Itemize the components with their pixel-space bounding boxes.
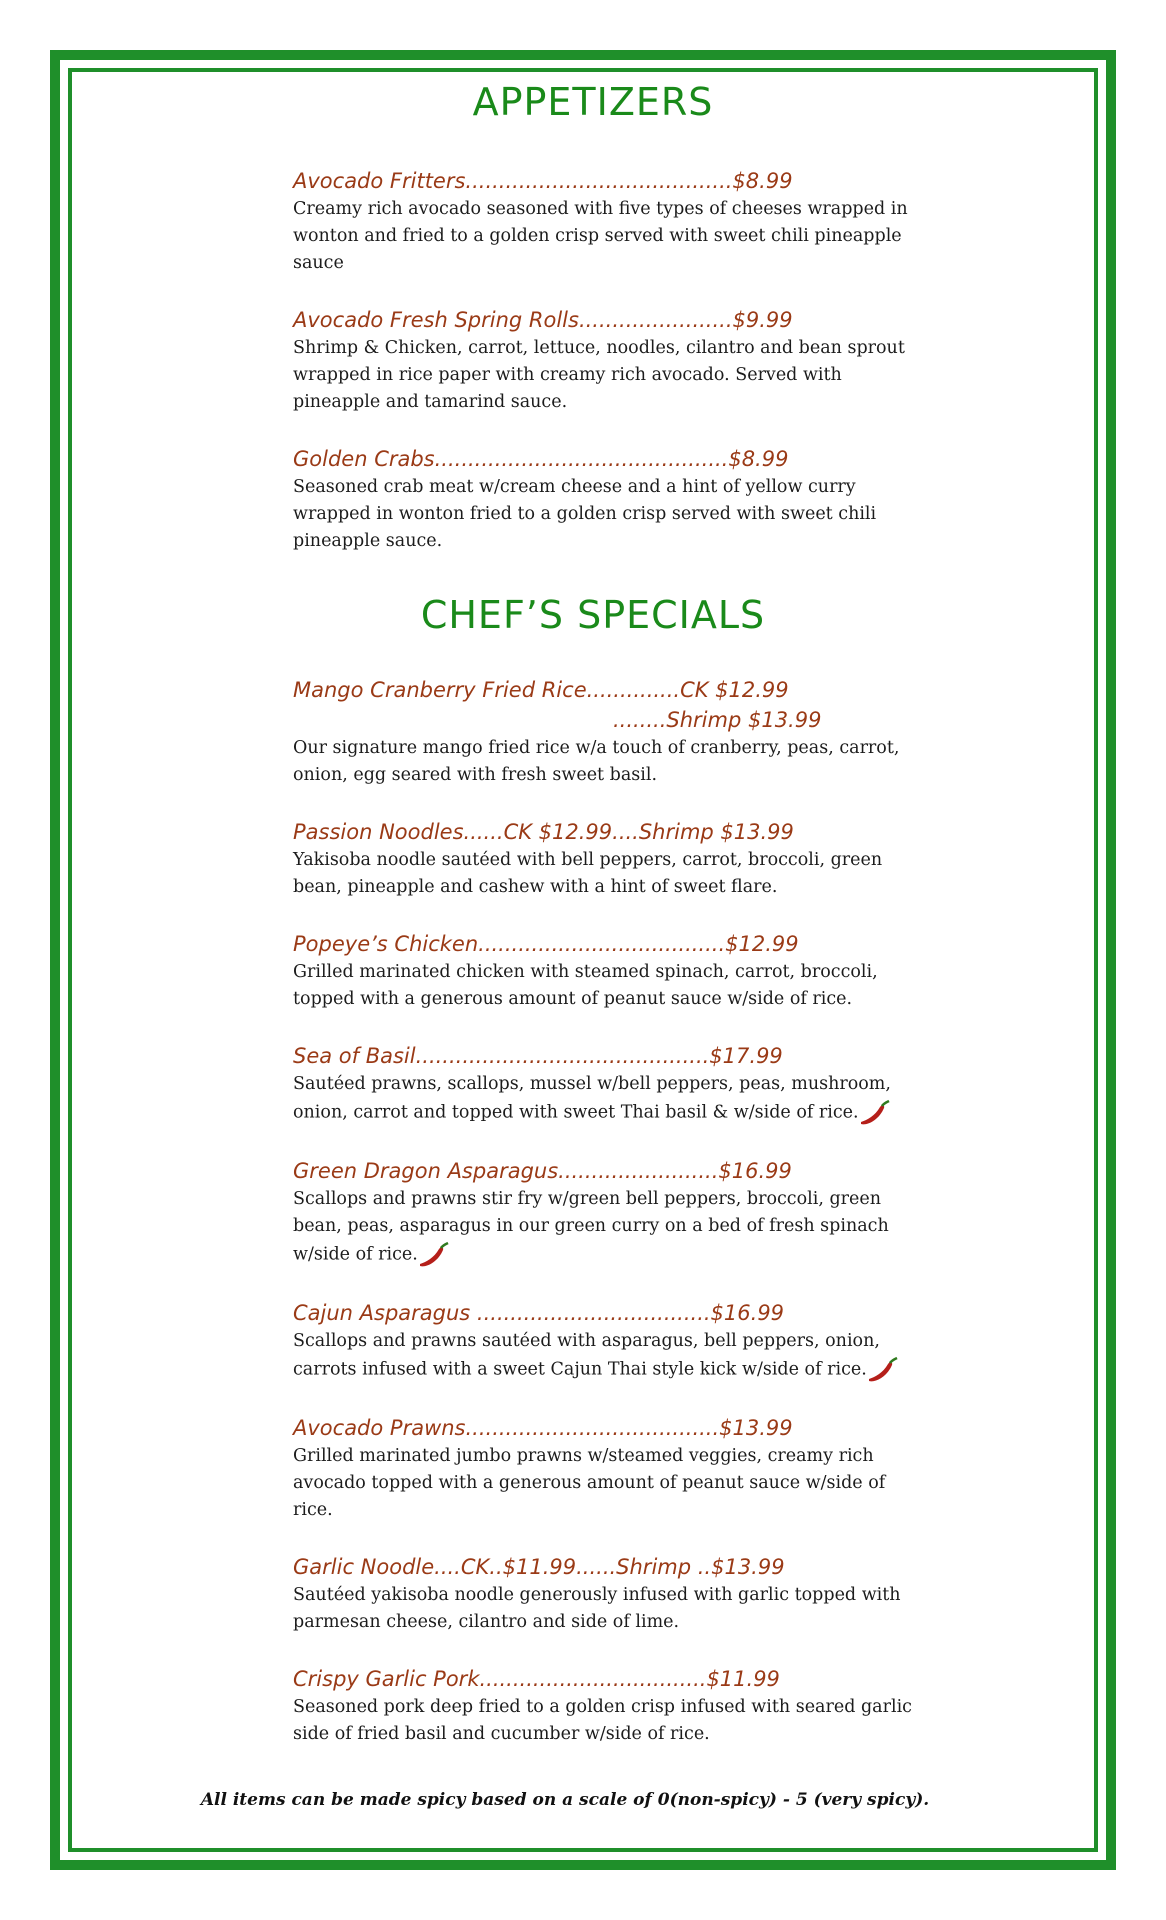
menu-item-description-text: Scallops and prawns stir fry w/green bell peppers, broccoli, green bean, peas, asparagus in our green curry on a bed of fresh spinach w/side of rice. xyxy=(293,1189,889,1265)
menu-item-mango-cranberry-fried-rice xyxy=(293,675,913,789)
menu-item-cajun-asparagus xyxy=(293,1298,913,1385)
menu-item-description: Seasoned pork deep fried to a golden crisp infused with seared garlic side of fried basil and cucumber w/side of rice. xyxy=(293,1697,912,1744)
menu-item-crispy-garlic-pork xyxy=(293,1664,913,1748)
menu-item-description: Sautéed yakisoba noodle generously infused with garlic topped with parmesan cheese, cilantro and side of lime. xyxy=(293,1585,901,1632)
menu-item-garlic-noodle xyxy=(293,1552,913,1636)
menu-item-description-text: Scallops and prawns sautéed with asparagus, bell peppers, onion, carrots infused with a sweet Cajun Thai style kick w/side of rice. xyxy=(293,1331,880,1380)
menu-item-sea-of-basil xyxy=(293,1041,913,1128)
menu-item-name-price: Crispy Garlic Pork..................................$11.99 xyxy=(293,1667,780,1691)
menu-item-description: Yakisoba noodle sautéed with bell peppers, carrot, broccoli, green bean, pineapple and cashew with a hint of sweet flare. xyxy=(293,850,883,897)
menu-item-description: Grilled marinated jumbo prawns w/steamed veggies, creamy rich avocado topped with a generous amount of peanut sauce w/side of rice. xyxy=(293,1446,886,1520)
menu-item-popeyes-chicken xyxy=(293,929,913,1013)
menu-item-description: Seasoned crab meat w/cream cheese and a hint of yellow curry wrapped in wonton fried to a golden crisp served with sweet chili pineapple sauce. xyxy=(293,477,877,551)
menu-item-description: Shrimp & Chicken, carrot, lettuce, noodles, cilantro and bean sprout wrapped in rice paper with creamy rich avocado. Served with pineapple and tamarind sauce. xyxy=(293,338,905,412)
menu-content xyxy=(293,80,913,1776)
chili-pepper-icon xyxy=(865,1355,899,1385)
menu-item-name-price: Sea of Basil............................................$17.99 xyxy=(293,1044,783,1068)
menu-item-name-price: Green Dragon Asparagus........................$16.99 xyxy=(293,1159,792,1183)
chili-pepper-icon xyxy=(857,1098,891,1128)
menu-item-name-price: Avocado Prawns......................................$13.99 xyxy=(293,1416,793,1440)
spicy-scale-note: All items can be made spicy based on a scale of 0(non-spicy) - 5 (very spicy). xyxy=(200,1790,930,1810)
menu-item-description: Our signature mango fried rice w/a touch of cranberry, peas, carrot, onion, egg seared with fresh sweet basil. xyxy=(293,738,900,785)
menu-item-name-price: Cajun Asparagus ...................................$16.99 xyxy=(293,1301,785,1325)
menu-item-name-price: Avocado Fritters........................................$8.99 xyxy=(293,169,793,193)
chili-pepper-icon xyxy=(416,1240,450,1270)
menu-item-avocado-prawns xyxy=(293,1413,913,1524)
menu-item-golden-crabs xyxy=(293,444,913,555)
menu-item-description xyxy=(293,1186,913,1270)
menu-item-avocado-spring-rolls xyxy=(293,305,913,416)
appetizers-title: APPETIZERS xyxy=(472,80,714,124)
menu-item-description xyxy=(293,1328,913,1385)
menu-item-name-price: Passion Noodles......CK $12.99....Shrimp $13.99 xyxy=(293,820,794,844)
menu-item-passion-noodles xyxy=(293,817,913,901)
menu-item-name-price: Garlic Noodle....CK..$11.99......Shrimp ..$13.99 xyxy=(293,1555,785,1579)
menu-item-green-dragon-asparagus xyxy=(293,1156,913,1270)
menu-item-description xyxy=(293,1071,913,1128)
menu-item-alt-price: ........Shrimp $13.99 xyxy=(613,708,822,732)
menu-item-name-price: Popeye’s Chicken.....................................$12.99 xyxy=(293,932,799,956)
menu-item-description: Creamy rich avocado seasoned with five types of cheeses wrapped in wonton and fried to a golden crisp served with sweet chili pineapple sauce xyxy=(293,199,908,273)
menu-item-description: Grilled marinated chicken with steamed spinach, carrot, broccoli, topped with a generous amount of peanut sauce w/side of rice. xyxy=(293,962,878,1009)
menu-item-avocado-fritters xyxy=(293,166,913,277)
chefs-specials-title: CHEF’S SPECIALS xyxy=(420,593,766,637)
menu-item-name-price: Mango Cranberry Fried Rice..............CK $12.99 xyxy=(293,678,789,702)
menu-item-description-text: Sautéed prawns, scallops, mussel w/bell peppers, peas, mushroom, onion, carrot and topped with sweet Thai basil & w/side of rice. xyxy=(293,1074,891,1123)
menu-item-name-price: Avocado Fresh Spring Rolls.......................$9.99 xyxy=(293,308,793,332)
menu-item-name-price: Golden Crabs............................................$8.99 xyxy=(293,447,789,471)
